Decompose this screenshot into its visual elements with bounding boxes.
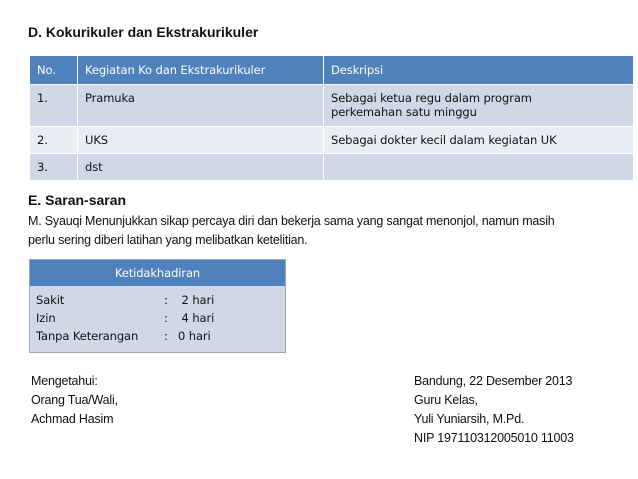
absence-colon: :: [164, 329, 168, 343]
row-deskripsi: [324, 85, 634, 127]
row-kegiatan: dst: [78, 154, 324, 181]
row-kegiatan: UKS: [78, 127, 324, 154]
signature-line: Mengetahui:: [31, 374, 98, 388]
signature-line: Bandung, 22 Desember 2013: [414, 374, 573, 388]
signature-line: Orang Tua/Wali,: [31, 393, 118, 407]
absence-value: 4 hari: [178, 311, 215, 325]
row-no: 2.: [30, 127, 78, 154]
absence-box: [29, 259, 286, 353]
absence-value: 2 hari: [178, 293, 215, 307]
saran-line: perlu sering diberi latihan yang melibatkan ketelitian.: [28, 233, 308, 247]
header-no: No.: [30, 56, 78, 85]
absence-row: [36, 327, 279, 345]
table-row: [30, 85, 634, 127]
absence-label: Tanpa Keterangan: [36, 329, 139, 343]
row-no: 1.: [30, 85, 78, 127]
deskripsi-line: perkemahan satu minggu: [331, 105, 477, 119]
absence-value: 0 hari: [178, 329, 211, 343]
table-row: [30, 127, 634, 154]
absence-body: [30, 286, 285, 352]
row-kegiatan: Pramuka: [78, 85, 324, 127]
deskripsi-line: Sebagai ketua regu dalam program: [331, 91, 532, 105]
saran-text: [28, 212, 628, 250]
signature-line: Achmad Hasim: [31, 412, 114, 426]
section-d-title: D. Kokurikuler dan Ekstrakurikuler: [28, 24, 259, 40]
signature-line: NIP 197110312005010 11003: [414, 431, 574, 445]
absence-colon: :: [164, 293, 168, 307]
absence-label: Sakit: [36, 293, 65, 307]
absence-row: [36, 309, 279, 327]
table-row: [30, 154, 634, 181]
row-no: 3.: [30, 154, 78, 181]
row-deskripsi: Sebagai dokter kecil dalam kegiatan UK: [324, 127, 634, 154]
absence-colon: :: [164, 311, 168, 325]
signature-line: Guru Kelas,: [414, 393, 478, 407]
absence-label: Izin: [36, 311, 56, 325]
kokurikuler-table: [29, 55, 634, 181]
signature-line: Yuli Yuniarsih, M.Pd.: [414, 412, 525, 426]
saran-line: M. Syauqi Menunjukkan sikap percaya diri dan bekerja sama yang sangat menonjol, namun masih: [28, 214, 555, 228]
section-e-title: E. Saran-saran: [28, 192, 127, 208]
header-kegiatan: Kegiatan Ko dan Ekstrakurikuler: [78, 56, 324, 85]
header-deskripsi: Deskripsi: [324, 56, 634, 85]
row-deskripsi: [324, 154, 634, 181]
signature-right: [414, 372, 574, 448]
absence-title: Ketidakhadiran: [30, 260, 285, 286]
absence-row: [36, 291, 279, 309]
table-header-row: [30, 56, 634, 85]
signature-left: [31, 372, 118, 429]
